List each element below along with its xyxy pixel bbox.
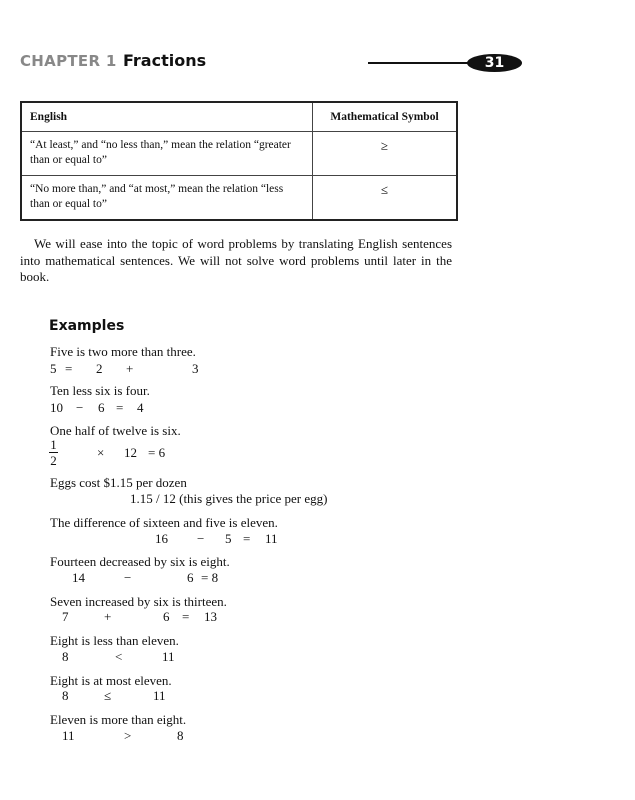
math-token: < (115, 649, 123, 664)
math-token: 8 (62, 649, 69, 664)
symbol-table (20, 101, 458, 221)
chapter-label: CHAPTER 1 (20, 52, 117, 70)
example-sentence: Eleven is more than eight. (50, 712, 187, 727)
math-token: = (243, 531, 251, 546)
page-number: 31 (467, 54, 522, 72)
symbol-cell: ≤ (313, 176, 458, 221)
math-token: 5 (225, 531, 232, 546)
examples-heading: Examples (49, 318, 125, 334)
math-token: 11 (162, 649, 175, 664)
math-token: 6 (187, 570, 194, 585)
math-token: 12 (124, 445, 137, 460)
math-token: 11 (265, 531, 278, 546)
header-rule (368, 62, 480, 64)
example-sentence: One half of twelve is six. (50, 423, 181, 438)
fraction-denominator: 2 (50, 453, 57, 468)
intro-paragraph: We will ease into the topic of word problems by translating English sentences into mathematical sentences. We will not solve word problems until later in the book. (20, 236, 452, 284)
math-token: 10 (50, 400, 63, 415)
math-token: > (124, 728, 132, 743)
math-token: 8 (62, 688, 69, 703)
example-sentence: Ten less six is four. (50, 383, 150, 398)
math-token: 13 (204, 609, 217, 624)
example-sentence: Eight is less than eleven. (50, 633, 179, 648)
math-token: 3 (192, 361, 199, 376)
math-token: 5 (50, 361, 57, 376)
example-sentence: Eggs cost $1.15 per dozen (50, 475, 187, 490)
math-token: − (76, 400, 84, 415)
math-token: 4 (137, 400, 144, 415)
math-token: + (126, 361, 134, 376)
math-token: = 8 (201, 570, 219, 585)
math-token: ≤ (104, 688, 112, 703)
example-sentence: The difference of sixteen and five is eleven. (50, 515, 278, 530)
column-header-symbol: Mathematical Symbol (313, 102, 458, 132)
example-sentence: Fourteen decreased by six is eight. (50, 554, 230, 569)
example-sentence: Five is two more than three. (50, 344, 196, 359)
math-token: 7 (62, 609, 69, 624)
example-sentence: Seven increased by six is thirteen. (50, 594, 227, 609)
math-token: + (104, 609, 112, 624)
math-token: − (197, 531, 205, 546)
math-token: 1.15 / 12 (this gives the price per egg) (130, 491, 328, 506)
math-token: 6 (163, 609, 170, 624)
table-header-row (21, 102, 457, 132)
fraction-one-half (49, 438, 58, 467)
math-token: 14 (72, 570, 85, 585)
math-token: 2 (96, 361, 103, 376)
chapter-title: Fractions (123, 51, 207, 70)
math-token: = 6 (148, 445, 166, 460)
math-token: 11 (153, 688, 166, 703)
fraction-numerator: 1 (50, 437, 57, 452)
math-token: × (97, 445, 105, 460)
math-token: 16 (155, 531, 168, 546)
math-token: 11 (62, 728, 75, 743)
math-token: 6 (98, 400, 105, 415)
symbol-cell: ≥ (313, 132, 458, 176)
math-token: = (65, 361, 73, 376)
table-row (21, 176, 457, 221)
table-row (21, 132, 457, 176)
column-header-english: English (21, 102, 313, 132)
math-token: = (182, 609, 190, 624)
math-token: − (124, 570, 132, 585)
english-cell: “At least,” and “no less than,” mean the relation “greater than or equal to” (21, 132, 313, 176)
math-token: = (116, 400, 124, 415)
example-sentence: Eight is at most eleven. (50, 673, 172, 688)
math-token: 8 (177, 728, 184, 743)
english-cell: “No more than,” and “at most,” mean the relation “less than or equal to” (21, 176, 313, 221)
